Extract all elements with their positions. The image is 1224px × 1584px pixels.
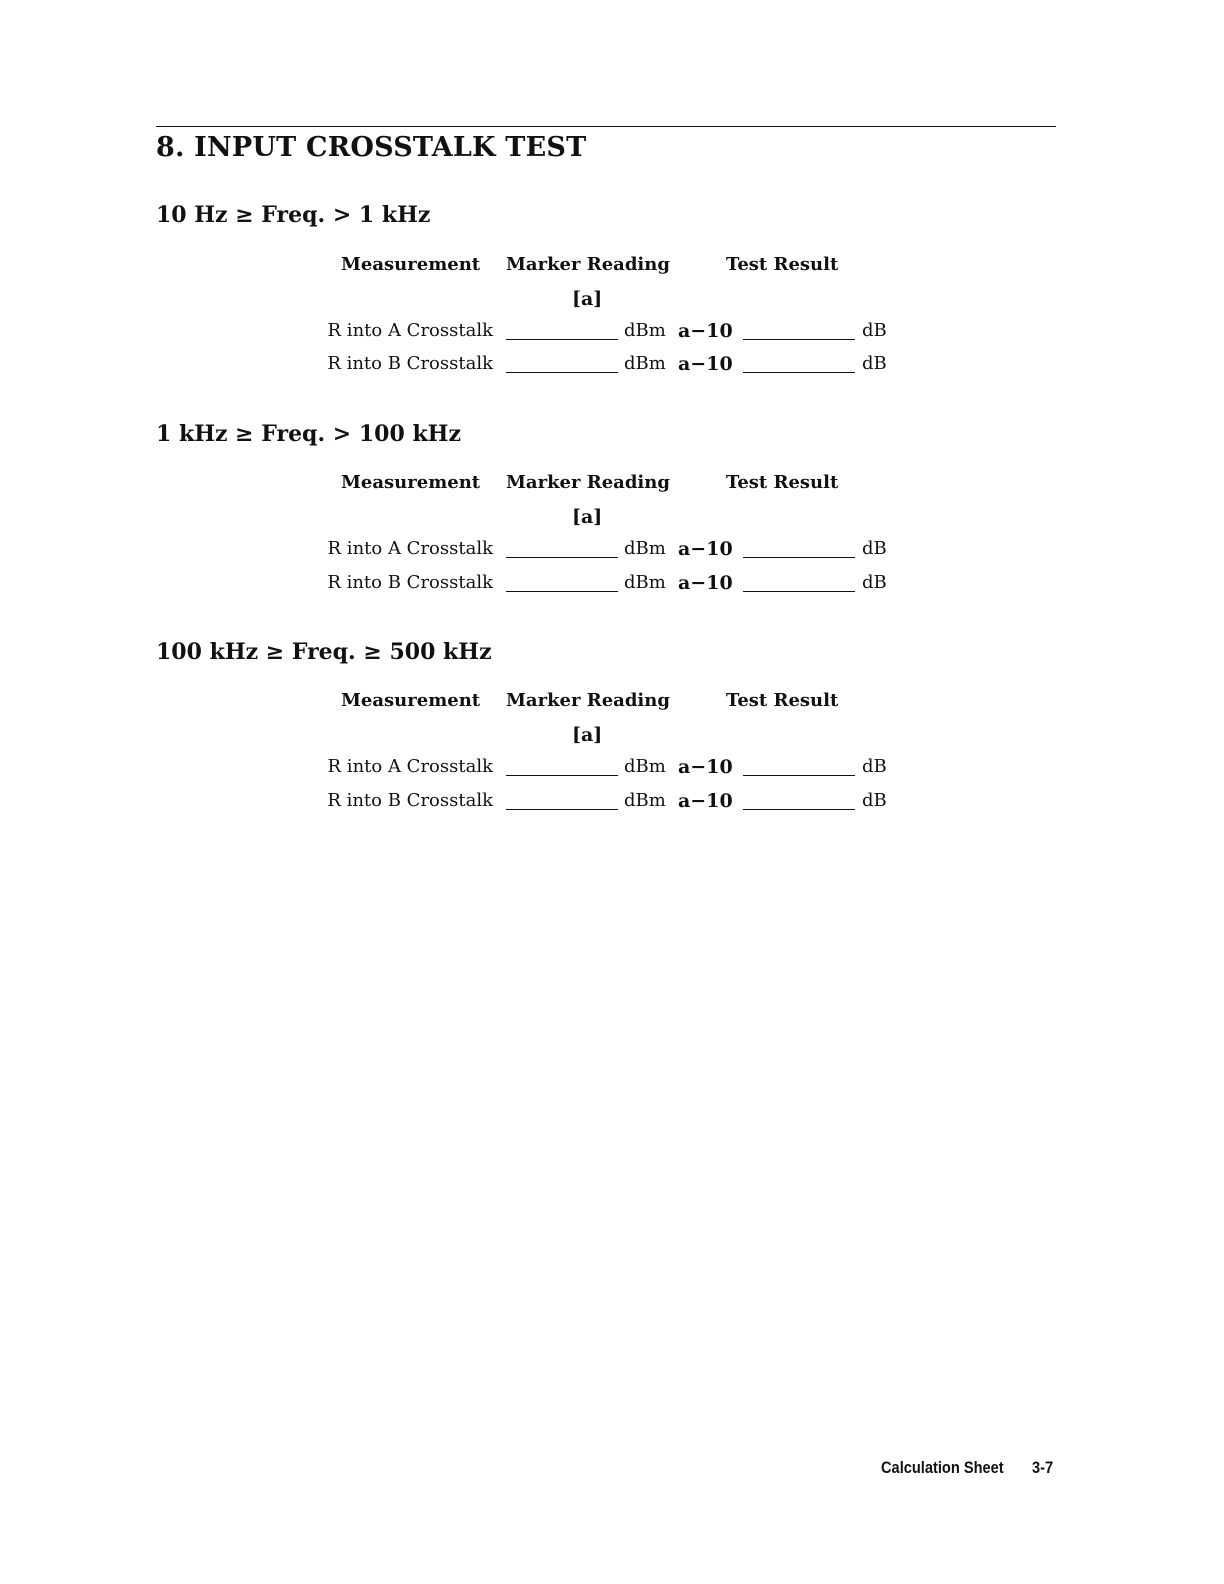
column-header-measurement: Measurement — [341, 472, 481, 493]
test-result-field[interactable] — [743, 339, 855, 340]
column-header-test-result: Test Result — [726, 472, 839, 493]
result-unit: dB — [862, 353, 887, 374]
formula: a−10 — [678, 790, 733, 812]
marker-unit: dBm — [624, 320, 666, 341]
test-result-field[interactable] — [743, 557, 855, 558]
column-header-marker-reading: Marker Reading — [506, 254, 670, 275]
marker-variable: [a] — [572, 288, 603, 310]
row-label: R into A Crosstalk — [327, 756, 493, 777]
page-title: 8. INPUT CROSSTALK TEST — [156, 132, 587, 163]
formula: a−10 — [678, 353, 733, 375]
result-unit: dB — [862, 572, 887, 593]
result-unit: dB — [862, 320, 887, 341]
formula: a−10 — [678, 756, 733, 778]
column-header-test-result: Test Result — [726, 254, 839, 275]
row-label: R into A Crosstalk — [327, 538, 493, 559]
column-header-measurement: Measurement — [341, 690, 481, 711]
marker-reading-field[interactable] — [506, 591, 618, 592]
test-result-field[interactable] — [743, 591, 855, 592]
test-result-field[interactable] — [743, 809, 855, 810]
marker-unit: dBm — [624, 353, 666, 374]
test-result-field[interactable] — [743, 775, 855, 776]
result-unit: dB — [862, 756, 887, 777]
formula: a−10 — [678, 320, 733, 342]
row-label: R into B Crosstalk — [327, 790, 493, 811]
marker-reading-field[interactable] — [506, 809, 618, 810]
row-label: R into B Crosstalk — [327, 572, 493, 593]
marker-reading-field[interactable] — [506, 775, 618, 776]
row-label: R into A Crosstalk — [327, 320, 493, 341]
title-rule — [156, 126, 1056, 127]
marker-variable: [a] — [572, 506, 603, 528]
result-unit: dB — [862, 790, 887, 811]
section-heading: 10 Hz ≥ Freq. > 1 kHz — [156, 202, 431, 228]
formula: a−10 — [678, 572, 733, 594]
row-label: R into B Crosstalk — [327, 353, 493, 374]
marker-unit: dBm — [624, 572, 666, 593]
section-heading: 100 kHz ≥ Freq. ≥ 500 kHz — [156, 639, 492, 665]
marker-reading-field[interactable] — [506, 557, 618, 558]
marker-variable: [a] — [572, 724, 603, 746]
result-unit: dB — [862, 538, 887, 559]
column-header-measurement: Measurement — [341, 254, 481, 275]
marker-unit: dBm — [624, 538, 666, 559]
footer-section-name: Calculation Sheet — [881, 1458, 1004, 1477]
marker-reading-field[interactable] — [506, 372, 618, 373]
marker-unit: dBm — [624, 756, 666, 777]
column-header-marker-reading: Marker Reading — [506, 472, 670, 493]
marker-unit: dBm — [624, 790, 666, 811]
test-result-field[interactable] — [743, 372, 855, 373]
footer-page-number: 3-7 — [1032, 1458, 1054, 1477]
marker-reading-field[interactable] — [506, 339, 618, 340]
column-header-marker-reading: Marker Reading — [506, 690, 670, 711]
formula: a−10 — [678, 538, 733, 560]
section-heading: 1 kHz ≥ Freq. > 100 kHz — [156, 421, 461, 447]
column-header-test-result: Test Result — [726, 690, 839, 711]
